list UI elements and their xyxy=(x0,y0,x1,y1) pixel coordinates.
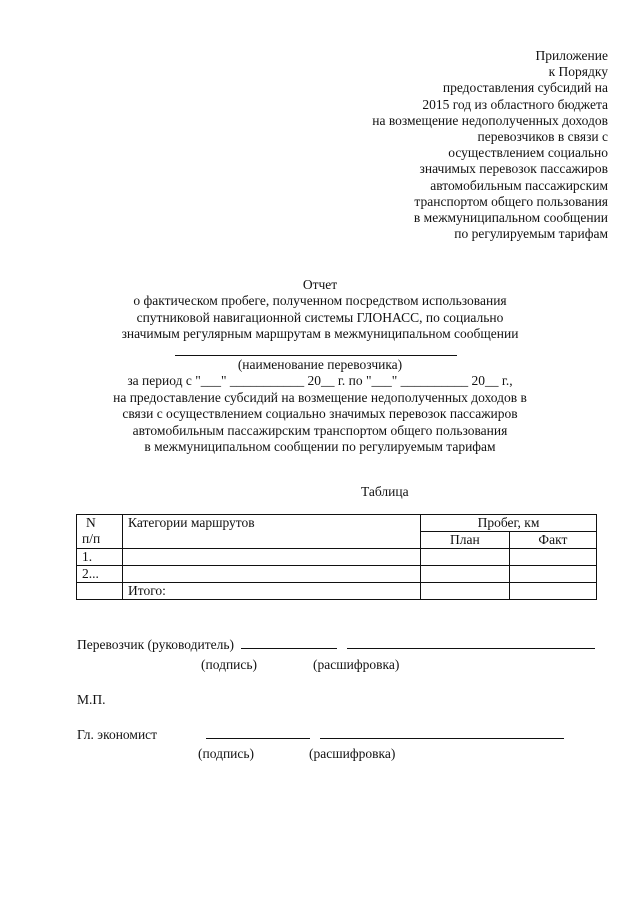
total-num xyxy=(77,583,123,600)
carrier-signature-field[interactable] xyxy=(241,638,337,649)
appendix-line: перевозчиков в связи с xyxy=(477,129,608,145)
appendix-line: автомобильным пассажирским xyxy=(430,177,608,193)
purpose-line: на предоставление субсидий на возмещение недополученных доходов в xyxy=(113,389,527,405)
table-row xyxy=(77,549,597,566)
row-num: 1. xyxy=(77,549,123,566)
economist-decoding-hint: (расшифровка) xyxy=(309,746,396,761)
economist-signature-field[interactable] xyxy=(206,728,310,739)
carrier-signature-row xyxy=(77,637,595,653)
appendix-line: осуществлением социально xyxy=(448,145,608,161)
header-mileage: Пробег, км xyxy=(421,515,597,532)
report-subtitle-line: о фактическом пробеге, полученном посредством использования xyxy=(133,293,507,309)
purpose-line: в межмуниципальном сообщении по регулируемым тарифам xyxy=(144,439,496,455)
header-fact: Факт xyxy=(509,532,596,549)
total-label: Итого: xyxy=(123,583,421,600)
carrier-decoding-hint: (расшифровка) xyxy=(313,657,400,672)
row-fact[interactable] xyxy=(509,549,596,566)
economist-decoding-field[interactable] xyxy=(320,728,564,739)
header-num-pp: п/п xyxy=(82,531,101,546)
economist-signature-hint: (подпись) xyxy=(198,746,255,761)
appendix-line: значимых перевозок пассажиров xyxy=(419,161,608,177)
row-plan[interactable] xyxy=(421,549,510,566)
header-plan: План xyxy=(421,532,510,549)
purpose-line: связи с осуществлением социально значимых перевозок пассажиров xyxy=(122,406,518,422)
period-line: за период с "___" ___________ 20__ г. по "___" __________ 20__ г., xyxy=(127,373,513,389)
carrier-signature-hint: (подпись) xyxy=(201,657,258,672)
table-caption: Таблица xyxy=(361,484,409,499)
appendix-line: транспортом общего пользования xyxy=(414,193,608,209)
purpose-line: автомобильным пассажирским транспортом общего пользования xyxy=(132,422,508,438)
table-row xyxy=(77,566,597,583)
mileage-table xyxy=(76,514,597,600)
report-title: Отчет xyxy=(302,277,338,292)
total-plan[interactable] xyxy=(421,583,510,600)
report-subtitle-line: спутниковой навигационной системы ГЛОНАСС, по социально xyxy=(136,309,504,325)
row-fact[interactable] xyxy=(509,566,596,583)
economist-signature-row xyxy=(77,727,564,743)
carrier-name-hint: (наименование перевозчика) xyxy=(237,357,403,372)
appendix-line: Приложение xyxy=(535,48,608,63)
table-header-row xyxy=(77,515,597,532)
header-category: Категории маршрутов xyxy=(123,515,421,549)
appendix-line: по регулируемым тарифам xyxy=(454,226,608,242)
header-num-n: N xyxy=(86,515,96,530)
row-category[interactable] xyxy=(123,566,421,583)
appendix-line: в межмуниципальном сообщении xyxy=(413,210,608,226)
carrier-name-line[interactable] xyxy=(175,355,457,356)
report-title-block xyxy=(60,277,580,343)
carrier-label: Перевозчик (руководитель) xyxy=(77,637,234,652)
header-num-cell xyxy=(77,515,123,549)
report-subtitle-line: значимым регулярным маршрутам в межмуниципальном сообщении xyxy=(121,326,519,342)
appendix-header xyxy=(372,48,608,242)
economist-label: Гл. экономист xyxy=(77,727,158,742)
carrier-decoding-field[interactable] xyxy=(347,638,595,649)
appendix-line: 2015 год из областного бюджета xyxy=(422,96,608,112)
appendix-line: предоставления субсидий на xyxy=(442,80,608,96)
table-total-row xyxy=(77,583,597,600)
appendix-line: на возмещение недополученных доходов xyxy=(372,112,608,128)
total-fact[interactable] xyxy=(509,583,596,600)
row-num: 2... xyxy=(77,566,123,583)
report-period-block xyxy=(60,357,580,455)
row-category[interactable] xyxy=(123,549,421,566)
row-plan[interactable] xyxy=(421,566,510,583)
appendix-line: к Порядку xyxy=(548,64,608,80)
stamp-label: М.П. xyxy=(77,692,106,707)
